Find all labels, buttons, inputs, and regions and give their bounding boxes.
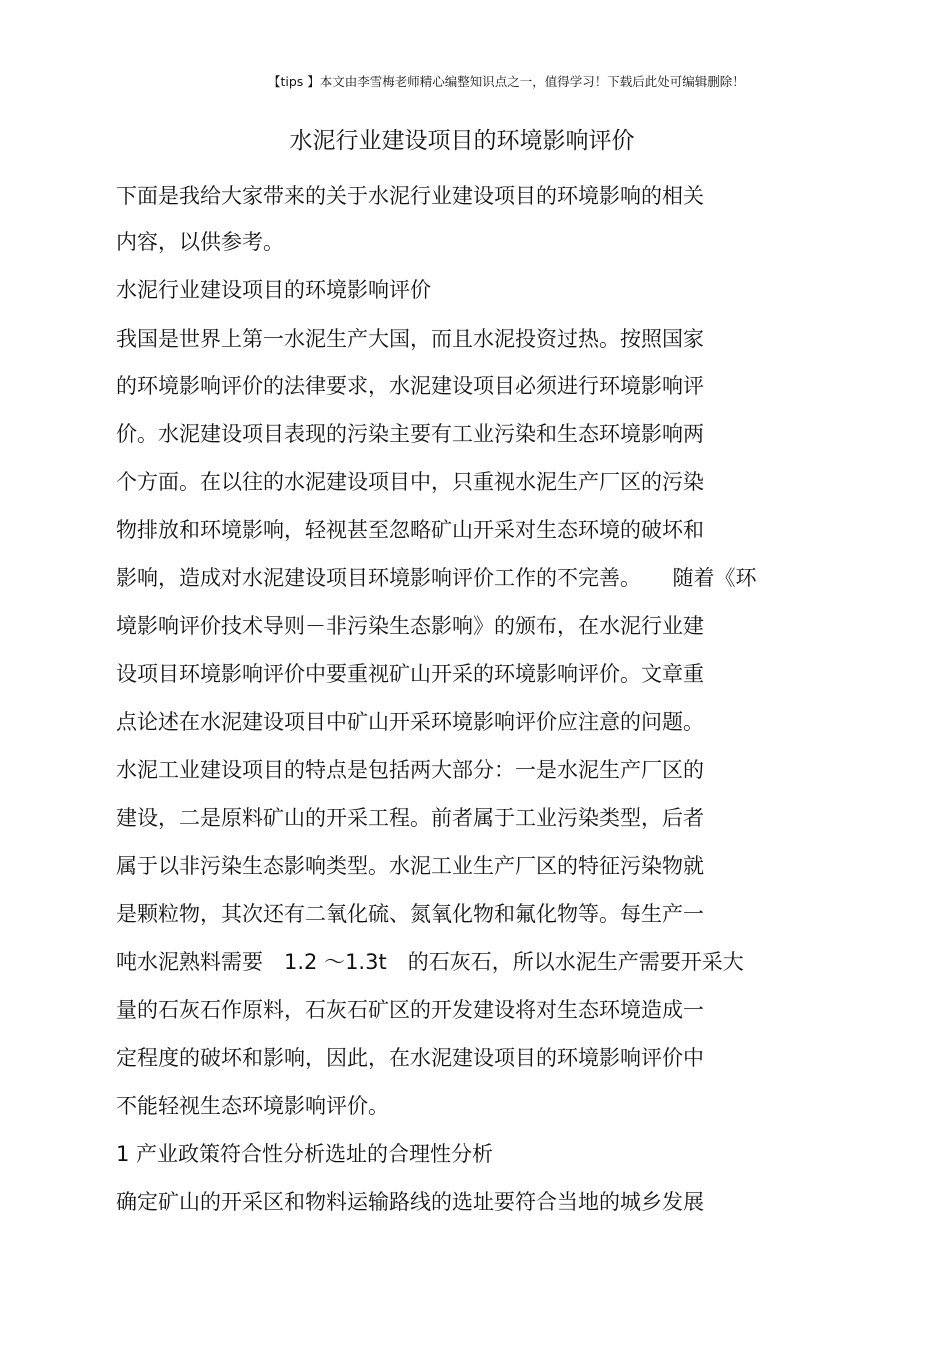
body-line-5: 的环境影响评价的法律要求，水泥建设项目必须进行环境影响评 [116,374,704,398]
body-line-10: 境影响评价技术导则－非污染生态影响》的颁布，在水泥行业建 [116,614,704,638]
body-line-15: 属于以非污染生态影响类型。水泥工业生产厂区的特征污染物就 [116,854,704,878]
body-line-18: 量的石灰石作原料，石灰石矿区的开发建设将对生态环境造成一 [116,998,704,1022]
body-line-1: 下面是我给大家带来的关于水泥行业建设项目的环境影响的相关 [116,184,704,208]
body-line-16: 是颗粒物，其次还有二氧化硫、氮氧化物和氟化物等。每生产一 [116,902,704,926]
header-tip: 【tips 】本文由李雪梅老师精心编整知识点之一，值得学习！下载后此处可编辑删除！ [268,74,745,89]
body-line-2: 内容，以供参考。 [116,230,284,254]
section-heading: 水泥行业建设项目的环境影响评价 [116,278,431,302]
body-line-20: 不能轻视生态环境影响评价。 [116,1094,389,1118]
body-line-7: 个方面。在以往的水泥建设项目中，只重视水泥生产厂区的污染 [116,470,704,494]
body-line-12: 点论述在水泥建设项目中矿山开采环境影响评价应注意的问题。 [116,710,704,734]
body-line-11: 设项目环境影响评价中要重视矿山开采的环境影响评价。文章重 [116,662,704,686]
subsection-heading: 1 产业政策符合性分析选址的合理性分析 [116,1142,494,1166]
body-line-19: 定程度的破坏和影响，因此，在水泥建设项目的环境影响评价中 [116,1046,704,1070]
body-line-22: 确定矿山的开采区和物料运输路线的选址要符合当地的城乡发展 [116,1190,704,1214]
body-line-17: 吨水泥熟料需要 1.2 ～1.3t 的石灰石，所以水泥生产需要开采大 [116,950,744,974]
body-line-14: 建设，二是原料矿山的开采工程。前者属于工业污染类型，后者 [116,806,704,830]
body-line-8: 物排放和环境影响，轻视甚至忽略矿山开采对生态环境的破坏和 [116,518,704,542]
body-line-9: 影响，造成对水泥建设项目环境影响评价工作的不完善。 随着《环 [116,566,757,590]
body-line-6: 价。水泥建设项目表现的污染主要有工业污染和生态环境影响两 [116,422,704,446]
body-line-13: 水泥工业建设项目的特点是包括两大部分：一是水泥生产厂区的 [116,758,704,782]
page-title: 水泥行业建设项目的环境影响评价 [289,128,635,154]
body-line-4: 我国是世界上第一水泥生产大国，而且水泥投资过热。按照国家 [116,327,704,351]
